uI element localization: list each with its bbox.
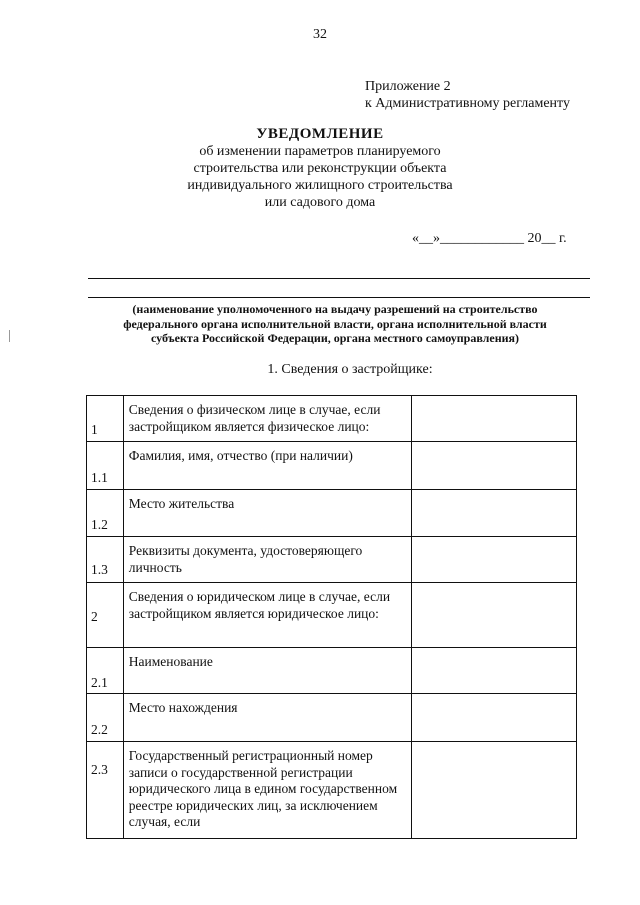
row-number: 1.2 (91, 517, 108, 532)
row-description-cell (123, 742, 411, 839)
row-value-cell[interactable] (411, 490, 576, 537)
title-line-3: индивидуального жилищного строительства (187, 178, 453, 193)
title-line-4: или садового дома (264, 195, 376, 210)
date-field[interactable]: «__»____________ 20__ г. (412, 231, 567, 246)
row-value-cell[interactable] (411, 583, 576, 648)
row-number: 2 (91, 609, 98, 624)
row-number-cell (87, 648, 124, 694)
page-number: 32 (313, 27, 327, 42)
row-value-cell[interactable] (411, 537, 576, 583)
row-description-cell (123, 583, 411, 648)
table-row (87, 742, 577, 839)
appendix-line-1: Приложение 2 (365, 79, 451, 94)
authority-caption-line-1: (наименование уполномоченного на выдачу разрешений на строительство (132, 302, 538, 316)
row-number-cell (87, 742, 124, 839)
row-description: Место нахождения (128, 700, 238, 715)
row-description-cell (123, 648, 411, 694)
authority-name-line-2[interactable] (88, 297, 590, 298)
row-number: 1.3 (91, 562, 108, 577)
row-description: Фамилия, имя, отчество (при наличии) (128, 448, 353, 463)
section-1-title: 1. Сведения о застройщике: (267, 362, 433, 377)
document-title (100, 126, 540, 211)
row-number-cell (87, 583, 124, 648)
row-description: Реквизиты документа, удостоверяющего личность (128, 543, 363, 575)
authority-caption (110, 302, 560, 346)
row-description-cell (123, 694, 411, 742)
row-value-cell[interactable] (411, 648, 576, 694)
table-row (87, 490, 577, 537)
appendix-line-2: к Административному регламенту (365, 96, 570, 111)
row-number: 1 (91, 422, 98, 437)
row-description: Место жительства (128, 496, 235, 511)
row-value-cell[interactable] (411, 742, 576, 839)
table-row (87, 396, 577, 442)
title-line-2: строительства или реконструкции объекта (193, 161, 447, 176)
row-number-cell (87, 537, 124, 583)
row-description: Государственный регистрационный номер записи о государственной регистрации юридического лица в едином государственном реестре юридических лиц, за исключением случая, если (128, 748, 398, 829)
table-row (87, 442, 577, 490)
title-main: УВЕДОМЛЕНИЕ (256, 126, 384, 142)
row-description-cell (123, 442, 411, 490)
row-description: Сведения о юридическом лице в случае, если застройщиком является юридическое лицо: (128, 589, 391, 621)
row-number-cell (87, 694, 124, 742)
scan-margin-mark (9, 330, 10, 342)
table-row (87, 537, 577, 583)
row-number: 2.1 (91, 675, 108, 690)
authority-caption-line-2: федерального органа исполнительной власти, органа исполнительной власти (123, 316, 547, 331)
row-description-cell (123, 490, 411, 537)
appendix-reference (365, 78, 570, 112)
row-number: 1.1 (91, 470, 108, 485)
row-value-cell[interactable] (411, 396, 576, 442)
row-value-cell[interactable] (411, 442, 576, 490)
row-value-cell[interactable] (411, 694, 576, 742)
table-row (87, 583, 577, 648)
authority-name-line-1[interactable] (88, 278, 590, 279)
row-number-cell (87, 490, 124, 537)
row-number-cell (87, 442, 124, 490)
row-description-cell (123, 396, 411, 442)
row-number: 2.2 (91, 722, 108, 737)
title-line-1: об изменении параметров планируемого (199, 144, 441, 159)
row-description: Наименование (128, 654, 213, 669)
developer-info-table (86, 395, 577, 839)
row-description: Сведения о физическом лице в случае, если застройщиком является физическое лицо: (128, 402, 381, 434)
row-description-cell (123, 537, 411, 583)
table-row (87, 694, 577, 742)
row-number: 2.3 (91, 762, 108, 777)
table-row (87, 648, 577, 694)
row-number-cell (87, 396, 124, 442)
authority-caption-line-3: субъекта Российской Федерации, органа местного самоуправления) (150, 331, 520, 345)
